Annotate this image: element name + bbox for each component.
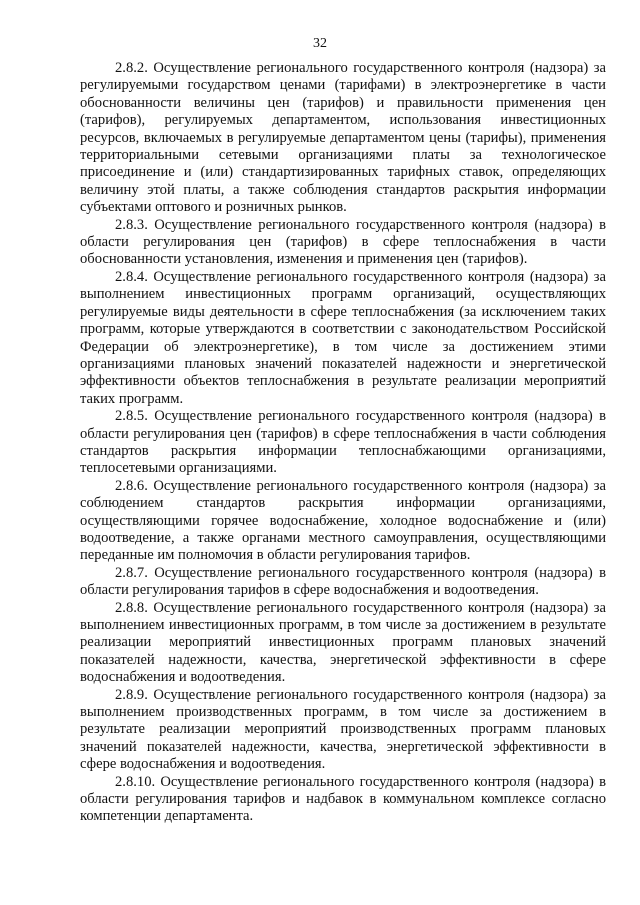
paragraph-2-8-3: 2.8.3. Осуществление регионального государственного контроля (надзора) в области регулирования цен (тарифов) в сфере теплоснабжения в части обоснованности установления, изменения и применения цен (тарифов). — [80, 216, 606, 268]
paragraph-2-8-7: 2.8.7. Осуществление регионального государственного контроля (надзора) в области регулирования тарифов в сфере водоснабжения и водоотведения. — [80, 564, 606, 599]
paragraph-2-8-2: 2.8.2. Осуществление регионального государственного контроля (надзора) за регулируемыми государством ценами (тарифами) в электроэнергетике в части обоснованности величины цен (тарифов) и правильности применения цен (тарифов), регулируемых департаментом, использования инвестиционных ресурсов, включаемых в регулируемые департаментом цены (тарифы), применения территориальными сетевыми организациями платы за технологическое присоединение и (или) стандартизированных тарифных ставок, определяющих величину этой платы, а также соблюдения стандартов раскрытия информации субъектами оптового и розничных рынков. — [80, 60, 606, 216]
paragraph-2-8-5: 2.8.5. Осуществление регионального государственного контроля (надзора) в области регулирования цен (тарифов) в сфере теплоснабжения в части соблюдения стандартов раскрытия информации теплоснабжающими организациями, теплосетевыми организациями. — [80, 408, 606, 477]
paragraph-2-8-6: 2.8.6. Осуществление регионального государственного контроля (надзора) за соблюдением стандартов раскрытия информации организациями, осуществляющими горячее водоснабжение, холодное водоснабжение и (или) водоотведение, а также органами местного самоуправления, осуществляющими переданные им полномочия в области регулирования тарифов. — [80, 477, 606, 564]
page-number: 32 — [313, 36, 327, 51]
paragraph-2-8-4: 2.8.4. Осуществление регионального государственного контроля (надзора) за выполнением инвестиционных программ организаций, осуществляющих регулируемые виды деятельности в сфере теплоснабжения (за исключением таких программ, которые утверждаются в соответствии с законодательством Российской Федерации об электроэнергетике), в том числе за достижением этими организациями плановых значений показателей надежности и энергетической эффективности объектов теплоснабжения в результате реализации мероприятий таких программ. — [80, 268, 606, 407]
paragraph-2-8-10: 2.8.10. Осуществление регионального государственного контроля (надзора) в области регулирования тарифов и надбавок в коммунальном комплексе согласно компетенции департамента. — [80, 773, 606, 825]
paragraph-2-8-9: 2.8.9. Осуществление регионального государственного контроля (надзора) за выполнением производственных программ, в том числе за достижением в результате реализации мероприятий производственных программ плановых значений показателей надежности, качества, энергетической эффективности в сфере водоснабжения и водоотведения. — [80, 686, 606, 773]
document-body — [80, 60, 606, 826]
paragraph-2-8-8: 2.8.8. Осуществление регионального государственного контроля (надзора) за выполнением инвестиционных программ, в том числе за достижением в результате реализации мероприятий инвестиционных программ плановых значений показателей надежности, качества, энергетической эффективности в сфере водоснабжения и водоотведения. — [80, 599, 606, 686]
